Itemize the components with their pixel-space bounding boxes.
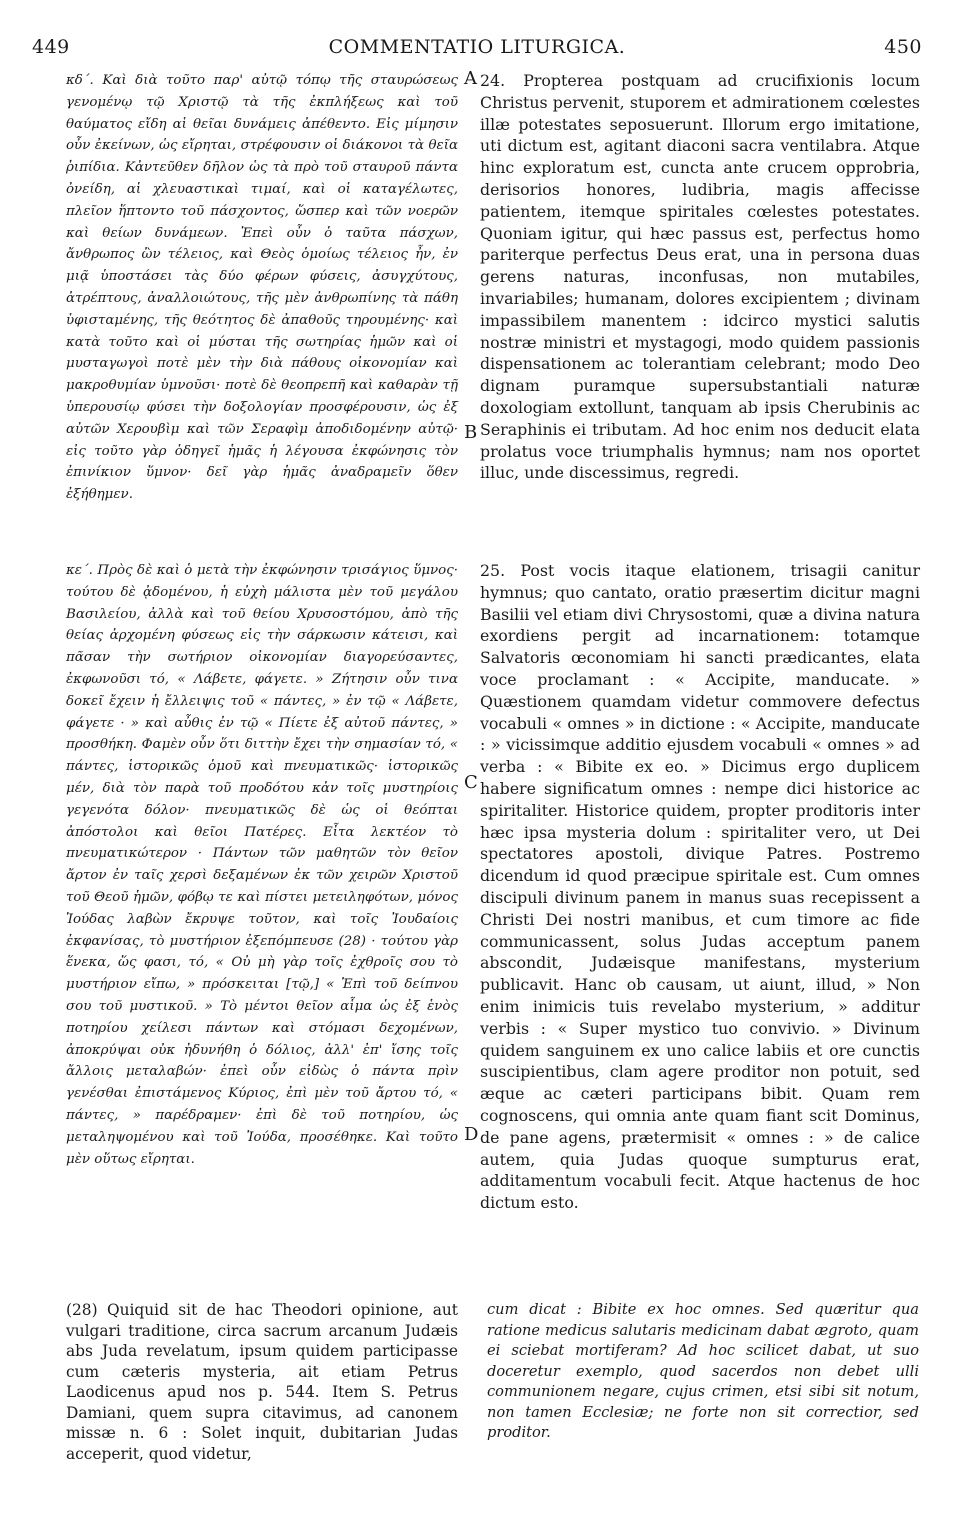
footnote-right: [487, 1300, 919, 1470]
latin-paragraph-24: [480, 70, 920, 532]
latin-paragraph-25: [480, 560, 920, 1282]
margin-marker-b: B: [464, 422, 478, 443]
page-number-left: 449: [32, 36, 70, 58]
greek-paragraph-25: [66, 560, 458, 1167]
page-number-right: 450: [884, 36, 922, 58]
footnote-left: [66, 1300, 458, 1470]
latin-text: 25. Post vocis itaque elationem, trisagii canitur hymnus; quo cantato, oratio præsertim dicitur magni Basilii vel etiam divi Chrysostomi, quæ a divina natura exordiens pergit ad incarnationem: totamque Salvatoris œconomiam hi sancti prædicantes, elata voce proclamant : « Accipite, manducate. » Quæstionem quamdam videtur commovere defectus vocabuli « omnes » in dictione : « Accipite, manducate : » vicissimque additio ejusdem vocabuli « omnes » ad verba : « Bibite ex eo. » Dicimus ergo duplicem habere significatum omnes : nempe dici historice ac spiritaliter. Historice quidem, propter proditoris inter hæc ipsa mysteria dolum : spiritaliter vero, ut Dei spectatores apostoli, divique Patres. Postremo dicendum id quod præcipue spiritale est. Cum omnes discipuli divinum panem in manus suas recepissent a Christi Dei nostri manibus, et cum timore ac fide communicassent, solus Judas acceptum panem abscondit, Judæisque manifestans, mysterium publicavit. Hanc ob causam, ut aiunt, illud, » Non enim inimicis tuis revelabo mysterium, » additur verbis : « Super mystico tuo convivio. » Divinum quidem sanguinem ex uno calice labiis et ore cunctis suscipientibus, clam agere proditor non potuit, sed æque ac cæteri participans bibit. Quam rem cognoscens, qui omnia ante quam fiant scit Dominus, de pane agens, prætermisit « omnes : » de calice autem, quia Judas quoque sumpturus erat, additamentum vocabuli fecit. Atque hactenus de hoc dictum esto.: [480, 561, 920, 1213]
greek-text: κε΄. Πρὸς δὲ καὶ ὁ μετὰ τὴν ἐκφώνησιν τρισάγιος ὕμνος· τούτου δὲ ᾀδομένου, ἡ εὐχὴ μάλιστα μὲν τοῦ μεγάλου Βασιλείου, ἀλλὰ καὶ τοῦ θείου Χρυσοστόμου, ἀπὸ τῆς θείας ἀρχομένη φύσεως εἰς τὴν σάρκωσιν κάτεισι, καὶ πᾶσαν τὴν σωτήριον οἰκονομίαν διαγορεύσαντες, ἐκφωνοῦσι τό, « Λάβετε, φάγετε. » Ζήτησιν οὖν τινα δοκεῖ ἔχειν ἡ ἔλλειψις τοῦ « πάντες, » ἐν τῷ « Λάβετε, φάγετε · » καὶ αὖθις ἐν τῷ « Πίετε ἐξ αὐτοῦ πάντες, » προσθήκη. Φαμὲν οὖν ὅτι διττὴν ἔχει τὴν σημασίαν τό, « πάντες, ἱστορικῶς ὁμοῦ καὶ πνευματικῶς· ἱστορικῶς μέν, διὰ τὸν παρὰ τοῦ προδότου κἀν τοῖς μυστηρίοις γεγενότα δόλον· πνευματικῶς δὲ ὡς οἱ θεόπται ἀπόστολοι καὶ θεῖοι Πατέρες. Εἶτα λεκτέον τὸ πνευματικώτερον · Πάντων τῶν μαθητῶν τὸν θεῖον ἄρτον ἐν ταῖς χερσὶ δεξαμένων ἐκ τῶν χειρῶν Χριστοῦ τοῦ Θεοῦ ἡμῶν, φόβῳ τε καὶ πίστει μετειληφότων, μόνος Ἰούδας λαβὼν ἔκρυψε τοῦτον, καὶ τοῖς Ἰουδαίοις ἐκφανίσας, τὸ μυστήριον ἐξεπόμπευσε (28) · τούτου γὰρ ἕνεκα, ὥς φασι, τό, « Οὐ μὴ γὰρ τοῖς ἐχθροῖς σου τὸ μυστήριον εἴπω, » πρόσκειται [τῷ,] « Ἐπὶ τοῦ δείπνου σου τοῦ μυστικοῦ. » Τὸ μέντοι θεῖον αἷμα ὡς ἐξ ἑνὸς ποτηρίου χείλεσι πάντων καὶ στόμασι δεχομένων, ἀποκρύψαι οὐκ ἠδυνήθη ὁ δόλιος, ἀλλ' ἐπ' ἴσης τοῖς ἄλλοις μεταλαβών· ἐπεὶ οὖν εἰδὼς ὁ πάντα πρὶν γενέσθαι ἐπιστάμενος Κύριος, ἐπὶ μὲν τοῦ ἄρτου τό, « πάντες, » παρέδραμεν· ἐπὶ δὲ τοῦ ποτηρίου, ὡς μεταληψομένου καὶ τοῦ Ἰούδα, προσέθηκε. Καὶ τοῦτο μὲν οὕτως εἴρηται.: [66, 563, 458, 1167]
footnote-text: (28) Quiquid sit de hac Theodori opinione, aut vulgari traditione, circa sacrum arcanum Judæis abs Juda revelatum, ipsum quidem participasse cum cæteris mysteria, ait etiam Petrus Laodicenus apud nos p. 544. Item S. Petrus Damiani, quem supra citavimus, ad canonem missæ n. 6 : Solet inquit, dubitarian Judas acceperit, quod videtur,: [66, 1301, 458, 1463]
running-head: COMMENTATIO LITURGICA.: [328, 36, 626, 58]
greek-paragraph-24: [66, 70, 458, 528]
margin-marker-d: D: [464, 1124, 479, 1145]
greek-text: κδ΄. Καὶ διὰ τοῦτο παρ' αὐτῷ τόπῳ τῆς σταυρώσεως γενομένῳ τῷ Χριστῷ τὰ τῆς ἐκπλήξεως καὶ τοῦ θαύματος εἴδη αἱ θεῖαι δυνάμεις ἀπέθεντο. Εἰς μίμησιν οὖν ἐκείνων, ὡς εἴρηται, στρέφουσιν οἱ διάκονοι τὰ θεῖα ῥιπίδια. Κἀντεῦθεν δῆλον ὡς τὰ πρὸ τοῦ σταυροῦ πάντα ὀνείδη, αἱ χλευαστικαὶ τιμαί, καὶ οἱ καταγέλωτες, πλεῖον ἥπτοντο τοῦ πάσχοντος, ὥσπερ καὶ τῶν νοερῶν καὶ θείων δυνάμεων. Ἐπεὶ οὖν ὁ ταῦτα πάσχων, ἄνθρωπος ὢν τέλειος, καὶ Θεὸς ὁμοίως τέλειος ἦν, ἐν μιᾷ ὑποστάσει τὰς δύο φέρων φύσεις, ἀσυγχύτους, ἀτρέπτους, ἀναλλοιώτους, τῆς μὲν ἀνθρωπίνης τὰ πάθη ὑφισταμένης, τῆς θεότητος δὲ ἀπαθοῦς τηρουμένης· καὶ κατὰ τοῦτο καὶ οἱ μύσται τῆς σωτηρίας ἡμῶν καὶ οἱ μυσταγωγοὶ ποτὲ μὲν τὴν διὰ πάθους οἰκονομίαν καὶ μακροθυμίαν ὑμνοῦσι· ποτὲ δὲ θεοπρεπῆ καὶ καθαρὰν τῇ ὑπερουσίῳ φύσει τὴν δοξολογίαν προσφέρουσιν, ὡς ἐξ αὐτῶν Χερουβὶμ καὶ τῶν Σεραφὶμ ἀποδιδομένην αὐτῷ· εἰς τοῦτο γὰρ ὁδηγεῖ ἡμᾶς ἡ λέγουσα ἐκφώνησις τὸν ἐπινίκιον ὕμνον· δεῖ γὰρ ἡμᾶς ἀναδραμεῖν ὅθεν ἐξήθημεν.: [66, 73, 458, 503]
margin-marker-a: A: [464, 68, 477, 89]
margin-marker-c: C: [464, 772, 478, 793]
latin-text: 24. Propterea postquam ad crucifixionis locum Christus pervenit, stuporem et admirationem cœlestes illæ potestates seposuerunt. Illorum ergo imitatione, uti dictum est, agitant diaconi sacra ventilabra. Atque hinc exploratum est, cuncta ante crucem opprobria, derisorios honores, ludibria, magis affecisse patientem, itemque spiritales cœlestes potestates. Quoniam igitur, qui hæc passus est, perfectus homo pariterque perfectus Deus erat, una in persona duas gerens naturas, inconfusas, non mutabiles, invariabiles; humanam, dolores excipientem ; divinam impassibilem manentem : idcirco mystici salutis nostræ ministri et mystagogi, modo quidem passionis dispensationem ac tolerantiam celebrant; modo Deo dignam puramque supersubstantiali naturæ doxologiam extollunt, tanquam ab ipsis Cherubinis ac Seraphinis ei tributam. Ad hoc enim nos deducit elata prolatus voce triumphalis hymnus; nam nos oportet illuc, unde discessimus, regredi.: [480, 71, 920, 483]
footnote-text: cum dicat : Bibite ex hoc omnes. Sed quæritur qua ratione medicus salutaris medicinam dabat ægroto, quam ei sciebat mortiferam? Ad hoc scilicet dabat, ut suo doceretur exemplo, quod sacerdos non debet ulli communionem negare, cujus crimen, etsi sibi sit notum, non tamen Ecclesiæ; ne forte non sit correctior, sed proditor.: [487, 1301, 919, 1441]
page-header: [32, 36, 922, 60]
